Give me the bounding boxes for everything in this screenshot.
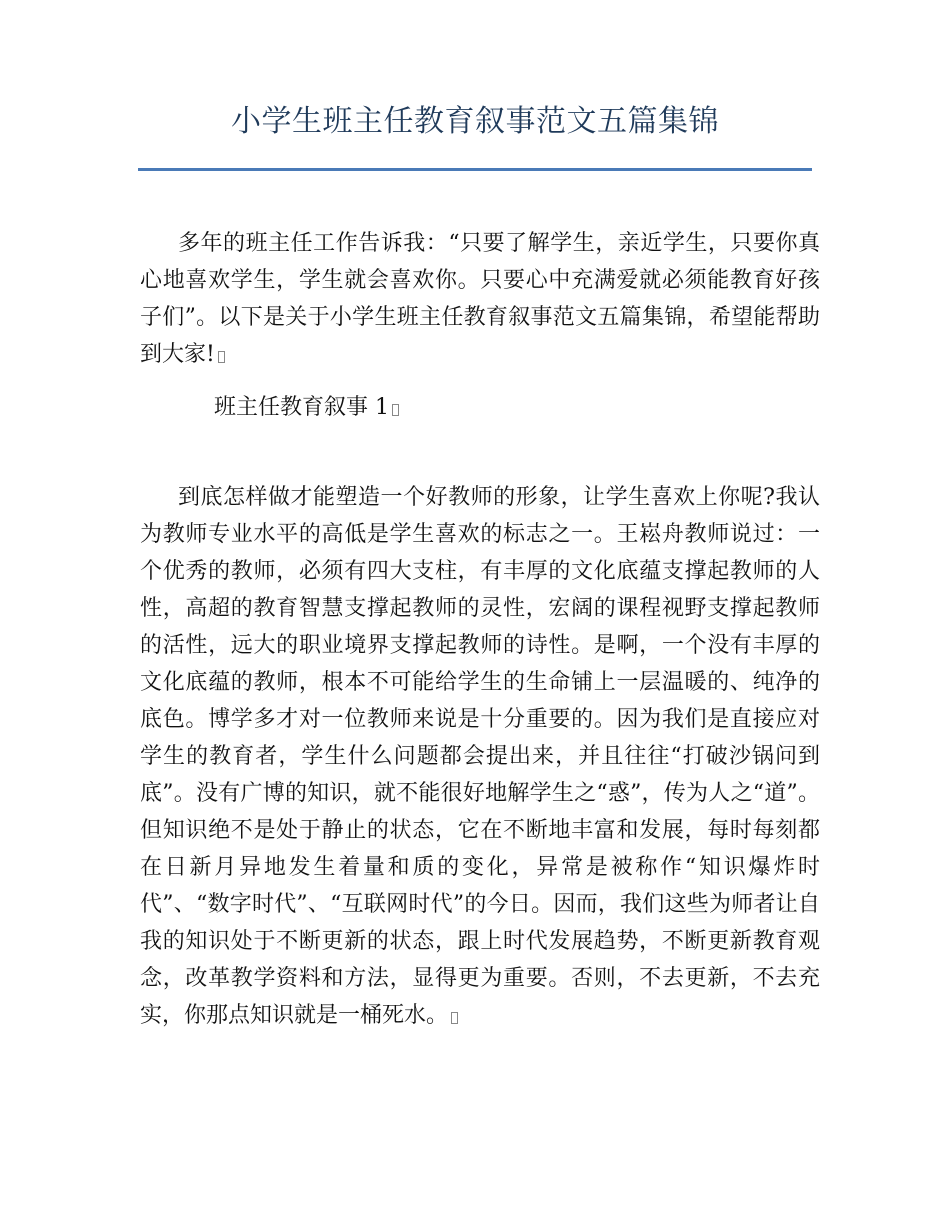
section-heading <box>214 389 399 426</box>
document-title: 小学生班主任教育叙事范文五篇集锦 <box>231 104 719 139</box>
section-paragraph-text: 到底怎样做才能塑造一个好教师的形象，让学生喜欢上你呢?我认为教师专业水平的高低是学生喜欢的标志之一。王崧舟教师说过：一个优秀的教师，必须有四大支柱，有丰厚的文化底蕴支撑起教师的人性，高超的教育智慧支撑起教师的灵性，宏阔的课程视野支撑起教师的活性，远大的职业境界支撑起教师的诗性。是啊，一个没有丰厚的文化底蕴的教师，根本不可能给学生的生命铺上一层温暖的、纯净的底色。博学多才对一位教师来说是十分重要的。因为我们是直接应对学生的教育者，学生什么问题都会提出来，并且往往“打破沙锅问到底”。没有广博的知识，就不能很好地解学生之“惑”，传为人之“道”。但知识绝不是处于静止的状态，它在不断地丰富和发展，每时每刻都在日新月异地发生着量和质的变化，异常是被称作“知识爆炸时代”、“数字时代”、“互联网时代”的今日。因而，我们这些为师者让自我的知识处于不断更新的状态，跟上时代发展趋势，不断更新教育观念，改革教学资料和方法，显得更为重要。否则，不去更新，不去充实，你那点知识就是一桶死水。 <box>140 485 820 1028</box>
paragraph-mark-icon <box>451 1012 458 1024</box>
title-underline <box>138 168 812 171</box>
intro-paragraph <box>140 225 820 373</box>
section-heading-text: 班主任教育叙事 1 <box>214 395 389 420</box>
paragraph-mark-icon <box>218 351 225 363</box>
section-paragraph <box>140 479 820 1034</box>
paragraph-mark-icon <box>392 404 399 416</box>
intro-paragraph-text: 多年的班主任工作告诉我：“只要了解学生，亲近学生，只要你真心地喜欢学生，学生就会喜欢你。只要心中充满爱就必须能教育好孩子们”。以下是关于小学生班主任教育叙事范文五篇集锦，希望能帮助到大家! <box>140 231 820 367</box>
